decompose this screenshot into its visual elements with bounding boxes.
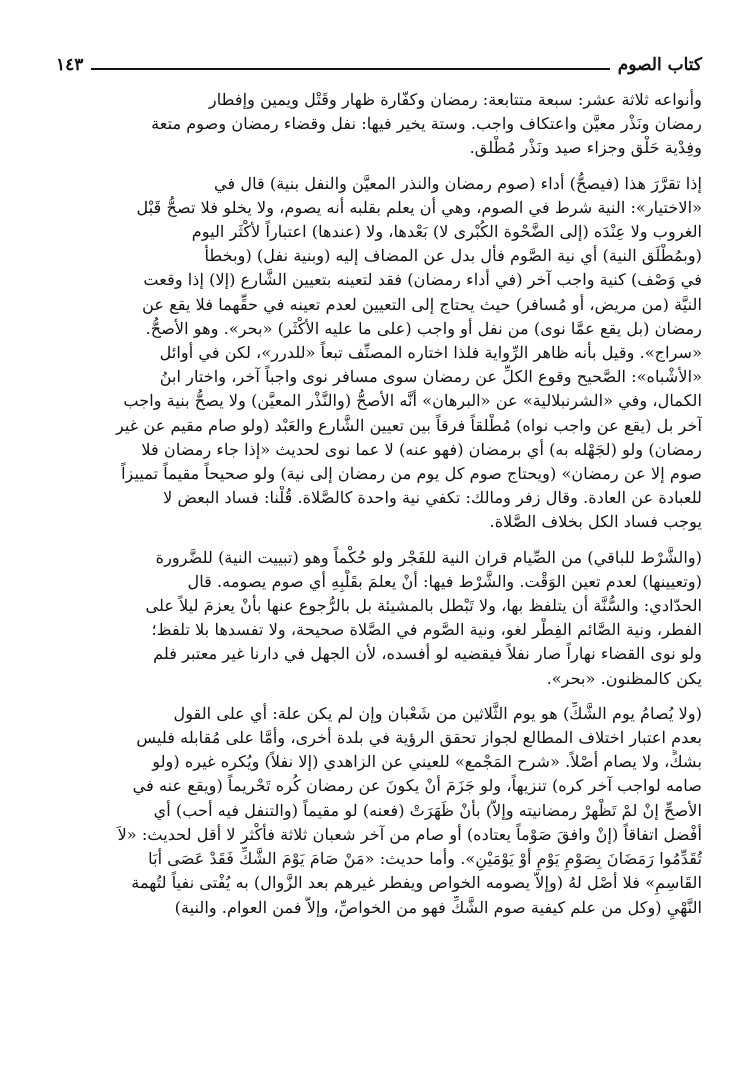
- text-line: صوم إلا عن رمضان» (ويحتاج صوم كل يوم من رمضان إلى نية) ولو صحيحاً مقيماً تمييزاً: [121, 464, 702, 484]
- text-line: إذا تقرَّرَ هذا (فيصحُّ) أداء (صوم رمضان والنذر المعيَّن والنفل بنية) قال في: [213, 173, 702, 193]
- text-line: «الاختيار»: النية شرط في الصوم، وهي أن يعلم بقلبه أنه يصوم، ولا يخلو فلا تصحُّ قَبْل: [136, 197, 702, 217]
- paragraph: [56, 88, 702, 161]
- page-number: ١٤٣: [56, 55, 84, 75]
- text-line: تُقَدِّمُوا رَمَضَانَ بِصَوْمِ يَوْمٍ أوْ يَوْمَيْنِ». وأما حديث: «مَنْ صَامَ يَوْمَ الشَّكِّ فَقَدْ عَصَى أبَا: [148, 849, 702, 869]
- text-line: بشكٍّ، ولا يصام أصْلاً. «شرح المَجْمع» للعيني عن الزاهدي (إلا نفلاً) ويُكره غيره (ولو: [152, 752, 702, 772]
- text-line: بعدم اعتبار اختلاف المطالع لجواز تحقق الرؤية في بلدة أخرى، وأمَّا على مُقابله فليس: [136, 728, 702, 748]
- text-line: وفِدْية حَلْق وجزاء صيد ونَذْر مُطْلق.: [469, 138, 702, 158]
- text-line: في وَصْف) كنية واجب آخر (في أداء رمضان) فقد لتعينه بتعيين الشَّارع (إلا) إذا وقعت: [143, 270, 702, 290]
- text-line: الفطر، ونية الصَّائم الفِطْر لغو، ونية الصَّوم في الصَّلاة صحيحة، ولا تفسدها بلا تلفظ؛: [151, 620, 702, 640]
- paragraph: [56, 172, 702, 535]
- text-line: النَّهْيِ (وكل من علم كيفية صوم الشَّكِّ فهو من الخواصِّ، وإلاَّ فمن العوام. والنية): [174, 897, 702, 917]
- text-line: الحدّادي: والسُّنَّة أن يتلفظ بها، ولا تَبْطل بالمشيئة بل بالرُّجوع عنها بأنْ يعزمَ ليلاً على: [145, 596, 702, 616]
- text-line: «سراج». وقيل بأنه ظاهر الرِّواية فلذا اختاره المصنِّف تبعاً «للدرر»، لكن في أوائل: [159, 343, 702, 363]
- text-line: الكمال، وفي «الشرنبلالية» عن «البرهان» أنَّه الأصحُّ (والنَّذْر المعيَّن) ولا يصحُّ بنية واجب: [123, 391, 702, 411]
- page: [56, 50, 702, 920]
- text-line: الغروب ولا عِنْدَه (إلى الضَّحْوة الكُبْرى لا) بَعْدها، ولا (عندها) اعتباراً لأكْثَر اليوم: [191, 222, 702, 242]
- paragraph: [56, 546, 702, 691]
- text-line: رمضان ونَذْر معيَّن واعتكاف واجب. وستة يخير فيها: نفل وقضاء رمضان وصوم متعة: [151, 114, 702, 134]
- paragraph: [56, 702, 702, 920]
- text-line: القَاسِمِ» فلا أصْل لهُ (وإلاّ يصومه الخواص ويفطر غيرهم بعد الزَّوال) به يُفْتى نفياً لتُهمة: [131, 873, 702, 893]
- text-line: (وتعيينها) لعدم تعين الوَقْت. والشَّرْط فيها: أنْ يعلمَ بقَلْبِهِ أي صوم يصومه. قال: [187, 571, 702, 591]
- text-line: للعبادة عن العادة. وقال زفر ومالك: تكفي نية واحدة كالصَّلاة. قُلْنا: فساد البعض لا: [163, 488, 702, 508]
- chapter-title: كتاب الصوم: [617, 55, 702, 75]
- text-line: الأصحِّ إنْ لمْ تَظْهرْ رمضانيته وإلاَّ) بأنْ ظَهَرَتْ (فعنه) لو مقيماً (والتنفل فيه أحب) أي: [153, 800, 702, 820]
- text-line: النيَّة (من مريض، أو مُسافر) حيث يحتاج إلى التعيين لعدم تعينه في حقِّهما فلا يقع عن: [142, 294, 702, 314]
- text-line: آخر بل (يقع عن واجب نواه) مُطْلقاً فرقاً بين تعيين الشَّارع والعَبْد (ولو صام مقيم عن غير: [115, 415, 702, 435]
- text-line: أفْضل اتفاقاً (إنْ وافقَ صَوْماً يعتاده) أو صام من آخر شعبان ثلاثة فأكْثر لا أقل لحديث: «لاَ: [117, 824, 702, 844]
- text-line: (والشَّرْط للباقي) من الصِّيام قران النية للفَجْر ولو حُكْماً وهو (تبييت النية) للضَّرورة: [155, 547, 702, 567]
- text-line: يكن كالمظنون. «بحر».: [546, 668, 702, 688]
- header-rule: [91, 68, 609, 70]
- text-line: صامه لواجب آخر كره) تنزيهاً، ولو جَزَمَ أنْ يكونَ عن رمضان كُره تَحْريماً (ويقع عنه في: [132, 776, 702, 796]
- text-line: وأنواعه ثلاثة عشر: سبعة متتابعة: رمضان وكفّارة ظهار وقَتْل ويمين وإفطار: [208, 90, 702, 109]
- text-line: (وبمُطْلَق النية) أي نية الصَّوم فأل بدل عن المضاف إليه (وبنية نفل) (وبخطأ: [204, 246, 702, 266]
- running-header: [56, 50, 702, 80]
- text-line: «الأشْباه»: الصَّحيح وقوع الكلِّ عن رمضان سوى مسافر نوى واجباً آخر، واختار ابنُ: [159, 367, 702, 387]
- text-line: رمضان) ولو (لجَهْله به) أي برمضان (فهو عنه) لا عما نوى لحديث «إذا جاء رمضان فلا: [141, 439, 702, 459]
- text-line: ولو نوى القضاء نهاراً صار نفلاً فيقضيه لو أفسده، لأن الجهل في دارنا غير معتبر فلم: [153, 644, 702, 664]
- text-line: (ولا يُصامُ يوم الشَّكِّ) هو يوم الثَّلاثين من شَعْبان وإن لم يكن علة: أي على القول: [173, 703, 702, 723]
- text-line: رمضان (بل يقع عمَّا نوى) من نفل أو واجب (على ما عليه الأكْثَر) «بحر». وهو الأصحُّ.: [145, 318, 702, 338]
- text-line: يوجب فساد الكل بخلاف الصَّلاة.: [489, 512, 702, 532]
